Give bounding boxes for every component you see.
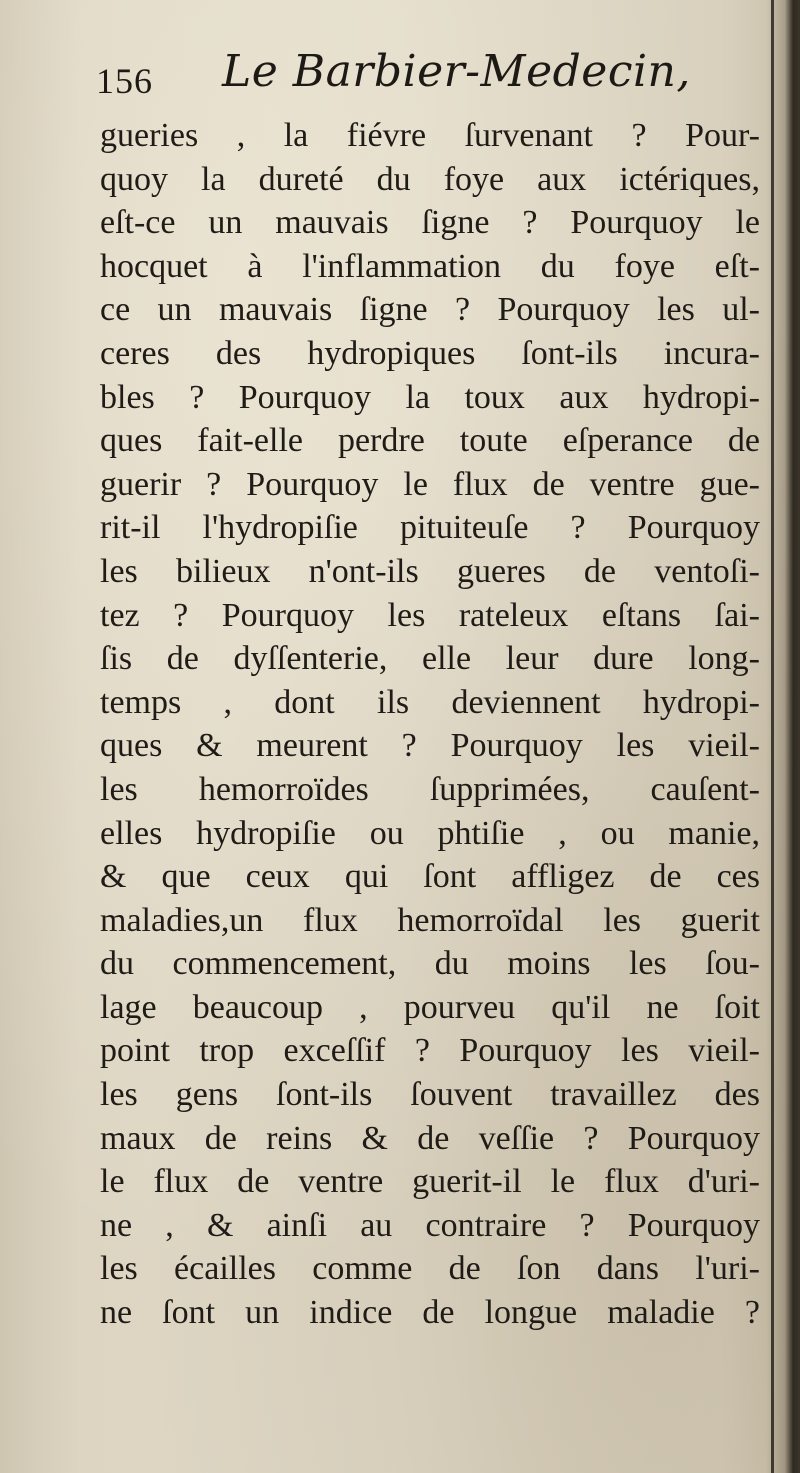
text-line: guerir ? Pourquoy le flux de ventre gue- [100,465,760,503]
text-line: hocquet à l'inflammation du foye eſt- [100,247,760,285]
text-line: bles ? Pourquoy la toux aux hydropi- [100,378,760,416]
text-line: & que ceux qui ſont affligez de ces [100,858,760,896]
text-line: les bilieux n'ont-ils gueres de ventoſi- [100,552,760,590]
text-line: ce un mauvais ſigne ? Pourquoy les ul- [100,291,760,329]
text-line: ceres des hydropiques ſont-ils incura- [100,334,760,372]
text-line: maux de reins & de veſſie ? Pourquoy [100,1119,760,1157]
text-line: le flux de ventre guerit-il le flux d'uri- [100,1163,760,1201]
text-line: gueries , la fiévre ſurvenant ? Pour- [100,117,760,154]
text-line: ques fait-elle perdre toute eſperance de [100,422,760,460]
text-line: quoy la dureté du foye aux ictériques, [100,160,760,198]
text-line: lage beaucoup , pourveu qu'il ne ſoit [100,988,760,1026]
page-header [96,46,756,106]
text-line: temps , dont ils deviennent hydropi- [100,683,760,721]
page-number: 156 [96,61,153,101]
text-line: ques & meurent ? Pourquoy les vieil- [100,727,760,765]
text-line: maladies,un flux hemorroïdal les guerit [100,901,760,939]
text-line: ne ſont un indice de longue maladie ? [100,1294,760,1332]
text-line: du commencement, du moins les ſou- [100,945,760,983]
text-line: rit-il l'hydropiſie pituiteuſe ? Pourquoy [100,509,760,547]
text-line: point trop exceſſif ? Pourquoy les vieil- [100,1032,760,1070]
text-line: les hemorroïdes ſupprimées, cauſent- [100,770,760,808]
page-edge [771,0,774,1473]
text-line: ne , & ainſi au contraire ? Pourquoy [100,1206,760,1244]
running-title: Le Barbier-Medecin, [222,46,691,97]
text-line: elles hydropiſie ou phtiſie , ou manie, [100,814,760,852]
text-line: les écailles comme de ſon dans l'uri- [100,1250,760,1288]
text-line: eſt-ce un mauvais ſigne ? Pourquoy le [100,204,760,242]
text-line: ſis de dyſſenterie, elle leur dure long- [100,640,760,678]
body-text [100,114,760,1335]
text-line: les gens ſont-ils ſouvent travaillez des [100,1076,760,1114]
text-line: tez ? Pourquoy les rateleux eſtans ſai- [100,596,760,634]
